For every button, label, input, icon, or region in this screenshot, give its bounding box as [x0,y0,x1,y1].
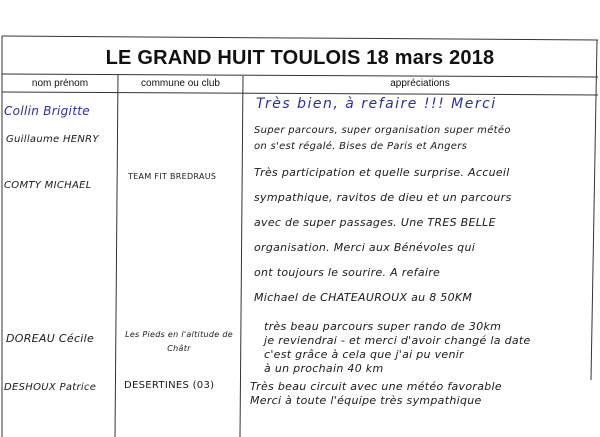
entry-name: Guillaume HENRY [6,134,99,145]
entry-comment: organisation. Merci aux Bénévoles qui [254,241,476,254]
entry-comment: Très beau circuit avec une météo favorable [250,380,502,393]
column-header-comments: appréciations [390,78,450,89]
entry-comment: Michael de CHATEAUROUX au 8 50KM [254,291,473,304]
sheet-title: LE GRAND HUIT TOULOIS 18 mars 2018 [105,47,495,69]
entry-comment: on s'est régalé. Bises de Paris et Angers [254,141,468,152]
grid-header-line [2,92,598,95]
grid-title-line [2,74,598,77]
grid-column-divider-2 [240,76,243,437]
grid-column-divider-1 [115,75,118,437]
entry-comment: Merci à toute l'équipe très sympathique [250,394,482,407]
entry-comment: avec de super passages. Une TRES BELLE [254,216,496,229]
entry-comment: Super parcours, super organisation super météo [254,125,511,136]
entry-comment: Très bien, à refaire !!! Merci [256,96,497,112]
entry-club: Les Pieds en l'altitude de Châtr [125,330,233,353]
entry-comment: à un prochain 40 km [264,362,384,375]
entry-comment-block [264,320,594,376]
entry-comment-block [250,380,595,408]
entry-comment: ont toujours le sourire. A refaire [254,266,441,279]
column-header-club: commune ou club [141,78,220,89]
entry-comment: Très participation et quelle surprise. Accueil [254,166,510,179]
entry-club: TEAM FIT BREDRAUS [128,172,217,181]
entry-name: DESHOUX Patrice [4,382,97,393]
column-header-name: nom prénom [31,78,89,89]
entry-name: COMTY MICHAEL [4,180,92,191]
grid-top-line [2,36,598,40]
entry-comment-block [254,160,596,310]
entry-club: DESERTINES (03) [124,380,215,391]
entry-comment: c'est grâce à cela que j'ai pu venir [264,348,464,361]
entry-comment: sympathique, ravitos de dieu et un parcours [254,191,512,204]
entry-name: Collin Brigitte [4,104,90,118]
entry-name: DOREAU Cécile [6,332,95,345]
entry-comment: très beau parcours super rando de 30km [264,320,502,333]
entry-comment: je reviendrai - et merci d'avoir changé la date [264,334,531,347]
